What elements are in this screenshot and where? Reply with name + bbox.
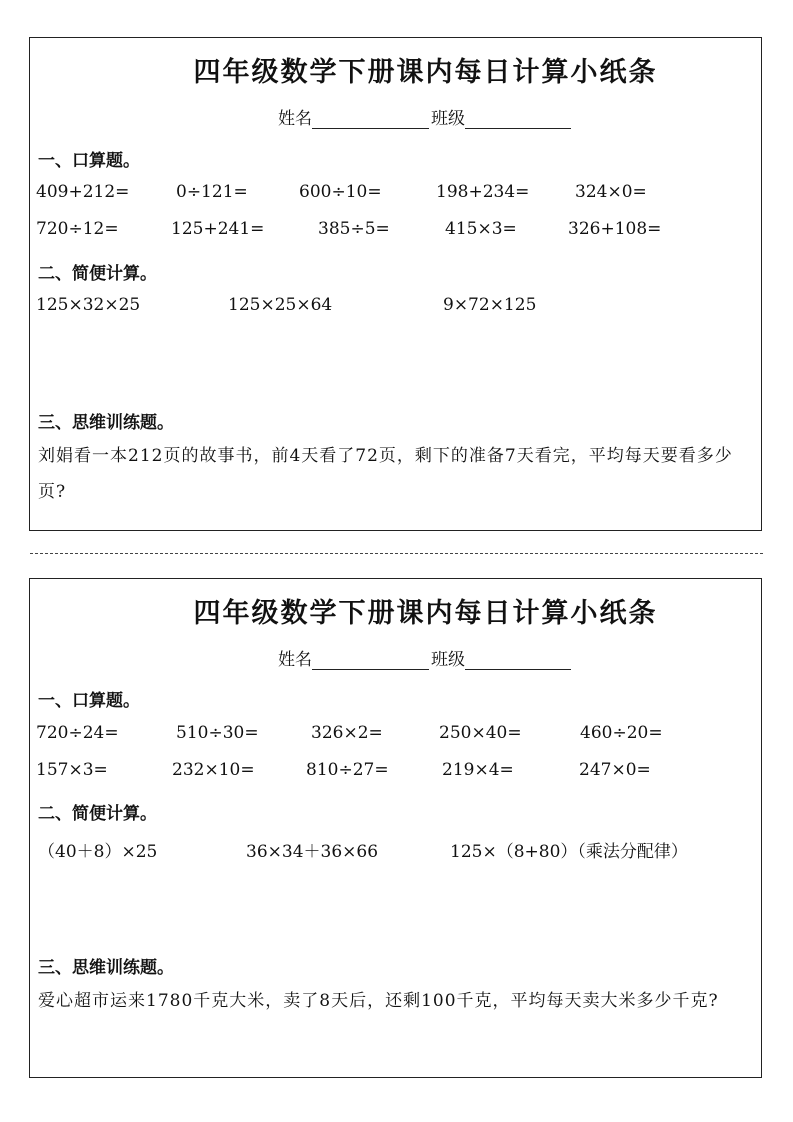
oral-row-2 <box>30 219 761 243</box>
oral-item: 720÷24= <box>36 723 119 743</box>
name-blank[interactable] <box>312 651 429 670</box>
name-class-line <box>30 645 761 670</box>
simplify-row <box>30 837 761 861</box>
name-blank[interactable] <box>312 110 429 129</box>
oral-row-2 <box>30 760 761 784</box>
oral-item: 247×0= <box>579 760 651 780</box>
name-label: 姓名 <box>278 109 312 129</box>
section-simplify-heading: 二、简便计算。 <box>38 264 157 284</box>
oral-item: 810÷27= <box>306 760 389 780</box>
oral-item: 157×3= <box>36 760 108 780</box>
name-label: 姓名 <box>278 650 312 670</box>
section-oral-heading: 一、口算题。 <box>38 151 140 171</box>
oral-item: 232×10= <box>172 760 255 780</box>
oral-row-1 <box>30 182 761 206</box>
oral-row-1 <box>30 723 761 747</box>
section-oral-heading: 一、口算题。 <box>38 691 140 711</box>
simplify-item: （40＋8）×25 <box>38 842 158 862</box>
section-thinking-heading: 三、思维训练题。 <box>38 413 174 433</box>
word-problem: 爱心超市运来1780千克大米，卖了8天后，还剩100千克，平均每天卖大米多少千克? <box>38 991 719 1011</box>
class-blank[interactable] <box>465 651 571 670</box>
oral-item: 326+108= <box>568 219 662 239</box>
class-blank[interactable] <box>465 110 571 129</box>
oral-item: 125+241= <box>171 219 265 239</box>
simplify-item: 125×25×64 <box>228 295 333 315</box>
word-problem: 刘娟看一本212页的故事书，前4天看了72页，剩下的准备7天看完，平均每天要看多少页? <box>38 446 733 502</box>
oral-item: 219×4= <box>442 760 514 780</box>
oral-item: 250×40= <box>439 723 522 743</box>
worksheet-title: 四年级数学下册课内每日计算小纸条 <box>193 57 658 88</box>
oral-item: 600÷10= <box>299 182 382 202</box>
oral-item: 415×3= <box>445 219 517 239</box>
section-simplify-heading: 二、简便计算。 <box>38 804 157 824</box>
section-thinking-heading: 三、思维训练题。 <box>38 958 174 978</box>
worksheet-title: 四年级数学下册课内每日计算小纸条 <box>193 598 658 629</box>
class-label: 班级 <box>431 109 465 129</box>
class-label: 班级 <box>431 650 465 670</box>
oral-item: 324×0= <box>575 182 647 202</box>
simplify-row <box>30 295 761 319</box>
oral-item: 0÷121= <box>176 182 248 202</box>
oral-item: 198+234= <box>436 182 530 202</box>
oral-item: 460÷20= <box>580 723 663 743</box>
worksheet-card-2 <box>29 578 762 1078</box>
simplify-item: 36×34＋36×66 <box>246 842 379 862</box>
name-class-line <box>30 104 761 129</box>
worksheet-card-1 <box>29 37 762 531</box>
simplify-item: 125×（8+80）（乘法分配律） <box>450 842 688 862</box>
cut-line <box>30 553 763 554</box>
simplify-item: 125×32×25 <box>36 295 141 315</box>
oral-item: 409+212= <box>36 182 130 202</box>
oral-item: 720÷12= <box>36 219 119 239</box>
simplify-item: 9×72×125 <box>443 295 537 315</box>
oral-item: 385÷5= <box>318 219 390 239</box>
oral-item: 510÷30= <box>176 723 259 743</box>
oral-item: 326×2= <box>311 723 383 743</box>
